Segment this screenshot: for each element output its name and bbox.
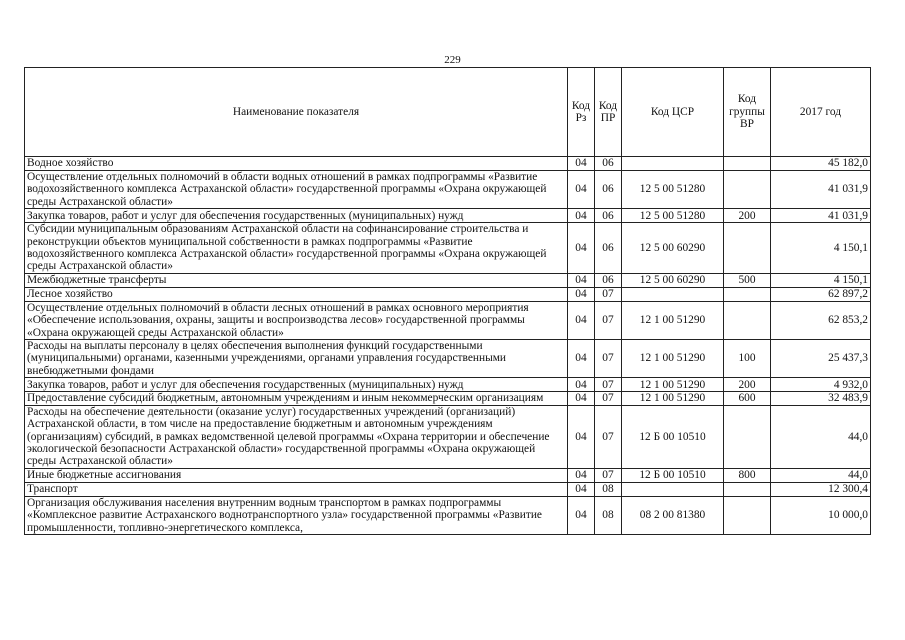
row-csr: 12 1 00 51290 <box>622 301 724 339</box>
row-name: Предоставление субсидий бюджетным, автономным учреждениям и иным некоммерческим организациям <box>25 392 568 405</box>
table-row <box>25 171 871 209</box>
row-vr: 200 <box>724 209 771 223</box>
row-csr: 12 1 00 51290 <box>622 392 724 405</box>
page-number: 229 <box>444 54 461 66</box>
row-amount: 62 853,2 <box>771 301 871 339</box>
header-year: 2017 год <box>771 68 871 157</box>
table-row <box>25 468 871 482</box>
row-name: Расходы на выплаты персоналу в целях обеспечения выполнения функций государственными (муниципальными) органами, казенными учреждениями, органами управления государственными внебюджетными фондами <box>25 340 568 378</box>
row-pr: 07 <box>595 340 622 378</box>
row-amount: 4 150,1 <box>771 273 871 287</box>
row-csr: 12 5 00 51280 <box>622 171 724 209</box>
table-row <box>25 496 871 534</box>
row-rz: 04 <box>568 378 595 392</box>
row-pr: 08 <box>595 496 622 534</box>
row-csr <box>622 157 724 171</box>
row-pr: 07 <box>595 468 622 482</box>
row-vr <box>724 482 771 496</box>
row-amount: 4 932,0 <box>771 378 871 392</box>
row-vr: 500 <box>724 273 771 287</box>
row-csr: 12 Б 00 10510 <box>622 468 724 482</box>
row-rz: 04 <box>568 468 595 482</box>
row-pr: 07 <box>595 405 622 468</box>
row-rz: 04 <box>568 340 595 378</box>
row-name: Лесное хозяйство <box>25 287 568 301</box>
row-amount: 41 031,9 <box>771 209 871 223</box>
table-row <box>25 405 871 468</box>
row-amount: 10 000,0 <box>771 496 871 534</box>
row-vr <box>724 405 771 468</box>
row-csr: 12 1 00 51290 <box>622 340 724 378</box>
table-row <box>25 482 871 496</box>
row-vr <box>724 223 771 274</box>
row-amount: 44,0 <box>771 468 871 482</box>
table-row <box>25 340 871 378</box>
row-vr: 600 <box>724 392 771 405</box>
table-row <box>25 157 871 171</box>
row-csr: 12 Б 00 10510 <box>622 405 724 468</box>
row-name: Субсидии муниципальным образованиям Астраханской области на софинансирование строительства и реконструкции объектов муниципальной собственности в рамках подпрограммы «Развитие водохозяйственного комплекса Астраханской области» государственной программы «Охрана окружающей среды Астраханской области» <box>25 223 568 274</box>
row-amount: 32 483,9 <box>771 392 871 405</box>
row-vr <box>724 496 771 534</box>
row-rz: 04 <box>568 287 595 301</box>
row-rz: 04 <box>568 496 595 534</box>
row-rz: 04 <box>568 209 595 223</box>
table-row <box>25 273 871 287</box>
header-name: Наименование показателя <box>25 68 568 157</box>
table-row <box>25 392 871 405</box>
row-name: Осуществление отдельных полномочий в области водных отношений в рамках подпрограммы «Развитие водохозяйственного комплекса Астраханской области» государственной программы «Охрана окружающей среды Астраханской области» <box>25 171 568 209</box>
row-rz: 04 <box>568 157 595 171</box>
row-rz: 04 <box>568 392 595 405</box>
header-csr: Код ЦСР <box>622 68 724 157</box>
row-name: Водное хозяйство <box>25 157 568 171</box>
row-amount: 12 300,4 <box>771 482 871 496</box>
row-pr: 06 <box>595 171 622 209</box>
row-pr: 06 <box>595 157 622 171</box>
row-name: Закупка товаров, работ и услуг для обеспечения государственных (муниципальных) нужд <box>25 378 568 392</box>
row-vr: 100 <box>724 340 771 378</box>
row-csr: 12 5 00 51280 <box>622 209 724 223</box>
table-row <box>25 287 871 301</box>
row-vr <box>724 287 771 301</box>
row-csr: 08 2 00 81380 <box>622 496 724 534</box>
row-pr: 06 <box>595 223 622 274</box>
row-pr: 08 <box>595 482 622 496</box>
row-name: Организация обслуживания населения внутренним водным транспортом в рамках подпрограммы «Комплексное развитие Астраханского воднотранспортного узла» государственной программы «Развитие промышленности, топливно-энергетического комплекса, <box>25 496 568 534</box>
table-row <box>25 378 871 392</box>
row-amount: 44,0 <box>771 405 871 468</box>
row-pr: 07 <box>595 287 622 301</box>
row-amount: 41 031,9 <box>771 171 871 209</box>
row-vr <box>724 171 771 209</box>
row-csr <box>622 287 724 301</box>
table-row <box>25 223 871 274</box>
row-vr <box>724 157 771 171</box>
row-rz: 04 <box>568 223 595 274</box>
row-vr <box>724 301 771 339</box>
table-row <box>25 301 871 339</box>
header-rz: Код Рз <box>568 68 595 157</box>
row-name: Расходы на обеспечение деятельности (оказание услуг) государственных учреждений (организаций) Астраханской области, в том числе на предоставление бюджетным и автономным учреждениям (организациям) субсидий, в рамках ведомственной целевой программы «Охрана территории и обеспечение экологической безопасности Астраханской области» государственной программы «Охрана окружающей среды Астраханской области» <box>25 405 568 468</box>
row-pr: 07 <box>595 378 622 392</box>
row-csr: 12 5 00 60290 <box>622 223 724 274</box>
row-vr: 800 <box>724 468 771 482</box>
row-rz: 04 <box>568 171 595 209</box>
row-rz: 04 <box>568 405 595 468</box>
table-header-row <box>25 68 871 157</box>
row-name: Осуществление отдельных полномочий в области лесных отношений в рамках основного мероприятия «Обеспечение использования, охраны, защиты и воспроизводства лесов» государственной программы «Охрана окружающей среды Астраханской области» <box>25 301 568 339</box>
row-pr: 06 <box>595 273 622 287</box>
row-csr: 12 1 00 51290 <box>622 378 724 392</box>
budget-table <box>24 67 871 535</box>
row-amount: 25 437,3 <box>771 340 871 378</box>
row-rz: 04 <box>568 301 595 339</box>
row-name: Транспорт <box>25 482 568 496</box>
row-csr: 12 5 00 60290 <box>622 273 724 287</box>
row-pr: 07 <box>595 392 622 405</box>
row-name: Иные бюджетные ассигнования <box>25 468 568 482</box>
row-vr: 200 <box>724 378 771 392</box>
row-amount: 45 182,0 <box>771 157 871 171</box>
row-pr: 06 <box>595 209 622 223</box>
row-amount: 4 150,1 <box>771 223 871 274</box>
table-row <box>25 209 871 223</box>
header-pr: Код ПР <box>595 68 622 157</box>
row-csr <box>622 482 724 496</box>
header-vr: Код группы ВР <box>724 68 771 157</box>
row-name: Межбюджетные трансферты <box>25 273 568 287</box>
row-rz: 04 <box>568 482 595 496</box>
row-amount: 62 897,2 <box>771 287 871 301</box>
row-name: Закупка товаров, работ и услуг для обеспечения государственных (муниципальных) нужд <box>25 209 568 223</box>
row-pr: 07 <box>595 301 622 339</box>
row-rz: 04 <box>568 273 595 287</box>
